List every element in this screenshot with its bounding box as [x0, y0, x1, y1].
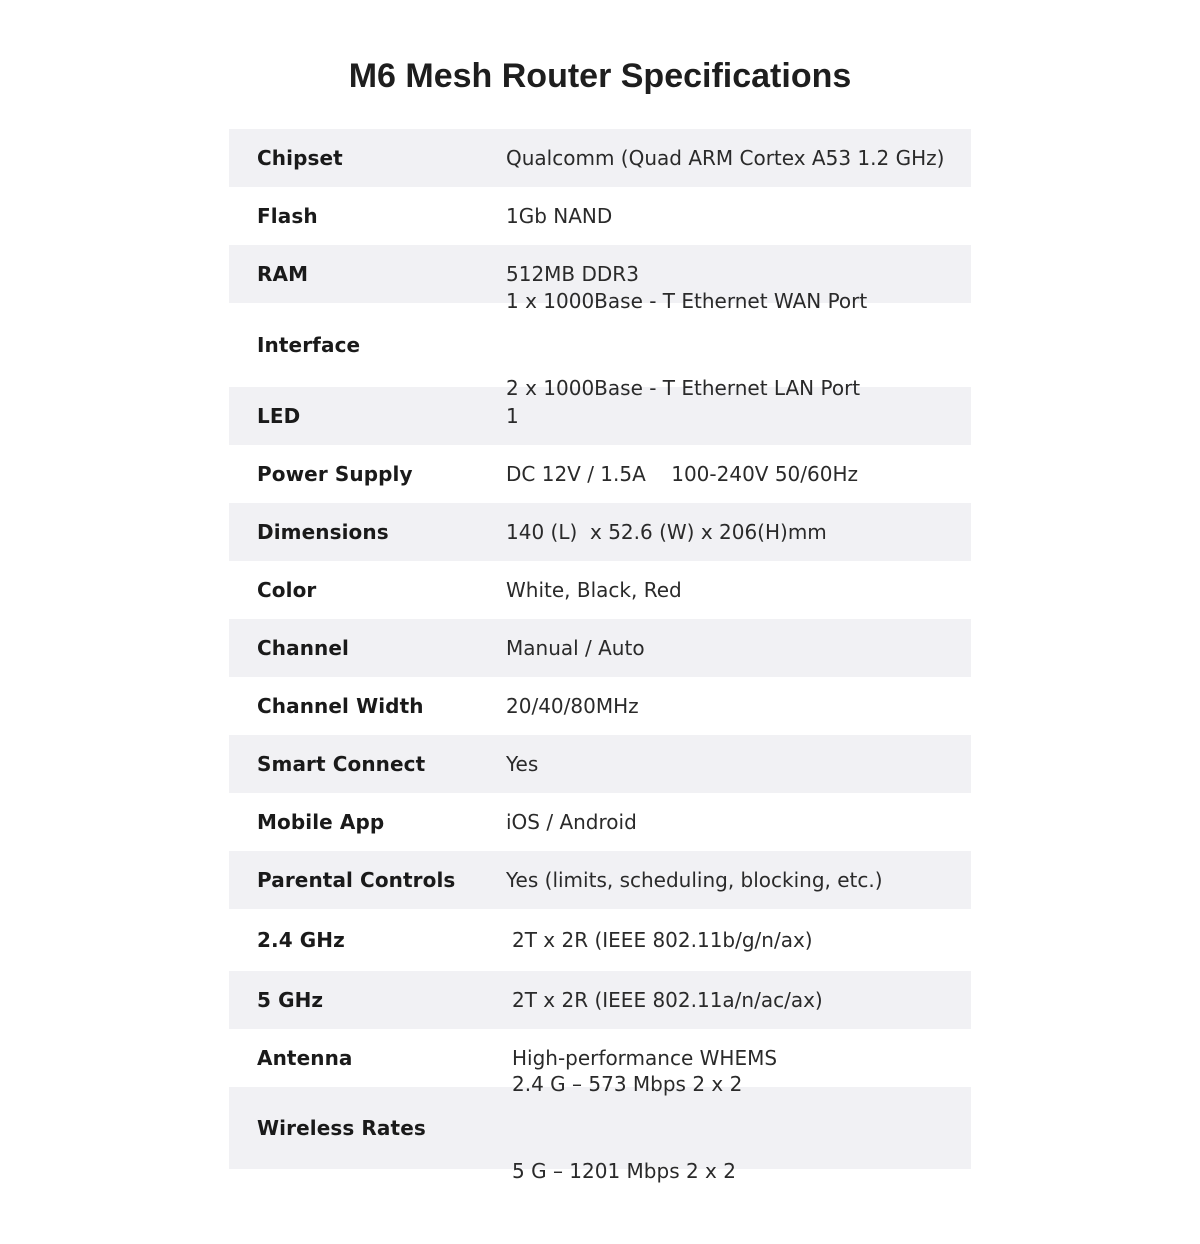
spec-value: iOS / Android: [506, 809, 637, 834]
spec-value: 2T x 2R (IEEE 802.11b/g/n/ax): [512, 927, 813, 952]
spec-row-channel-width: [229, 677, 971, 735]
spec-label: Antenna: [257, 1046, 353, 1070]
spec-label: Wireless Rates: [257, 1116, 426, 1140]
spec-value: White, Black, Red: [506, 577, 682, 602]
spec-row-channel: [229, 619, 971, 677]
spec-value: Qualcomm (Quad ARM Cortex A53 1.2 GHz): [506, 145, 945, 170]
spec-value-line: 5 G – 1201 Mbps 2 x 2: [512, 1159, 736, 1183]
spec-row-dimensions: [229, 503, 971, 561]
spec-row-wireless-rates: [229, 1072, 971, 1183]
page-title: M6 Mesh Router Specifications: [348, 57, 852, 95]
spec-value: High-performance WHEMS: [512, 1045, 778, 1070]
spec-value: 1: [506, 403, 519, 428]
spec-label: Chipset: [257, 146, 343, 170]
spec-value: Yes: [506, 751, 539, 776]
spec-row-color: [229, 561, 971, 619]
spec-value: Manual / Auto: [506, 635, 645, 660]
spec-label: Color: [257, 578, 317, 602]
spec-label: 2.4 GHz: [257, 928, 345, 952]
spec-value: [506, 1012, 971, 1244]
spec-label: Channel Width: [257, 694, 424, 718]
spec-label: 5 GHz: [257, 988, 324, 1012]
spec-value-line: 2 x 1000Base - T Ethernet LAN Port: [506, 376, 861, 400]
spec-value: 512MB DDR3: [506, 261, 639, 286]
spec-row-smart-connect: [229, 735, 971, 793]
spec-value: 20/40/80MHz: [506, 693, 639, 718]
spec-label: LED: [257, 404, 301, 428]
spec-value: Yes (limits, scheduling, blocking, etc.): [506, 867, 883, 892]
spec-label: Smart Connect: [257, 752, 426, 776]
spec-label: Power Supply: [257, 462, 413, 486]
spec-label: Parental Controls: [257, 868, 456, 892]
spec-value: 1Gb NAND: [506, 203, 613, 228]
spec-value: DC 12V / 1.5A 100-240V 50/60Hz: [506, 461, 859, 486]
spec-row-2-4-ghz: [229, 909, 971, 971]
spec-row-interface: [229, 289, 971, 400]
spec-label: Flash: [257, 204, 318, 228]
spec-value-line: 1 x 1000Base - T Ethernet WAN Port: [506, 289, 868, 313]
spec-label: Dimensions: [257, 520, 389, 544]
spec-label: Mobile App: [257, 810, 385, 834]
spec-row-chipset: [229, 129, 971, 187]
spec-value: 140 (L) x 52.6 (W) x 206(H)mm: [506, 519, 827, 544]
spec-row-parental-controls: [229, 851, 971, 909]
spec-table: [229, 129, 971, 1183]
spec-value-line: 2.4 G – 573 Mbps 2 x 2: [512, 1072, 743, 1096]
spec-label: Channel: [257, 636, 350, 660]
spec-label: Interface: [257, 333, 361, 357]
spec-label: RAM: [257, 262, 309, 286]
spec-row-mobile-app: [229, 793, 971, 851]
spec-value: 2T x 2R (IEEE 802.11a/n/ac/ax): [512, 987, 823, 1012]
